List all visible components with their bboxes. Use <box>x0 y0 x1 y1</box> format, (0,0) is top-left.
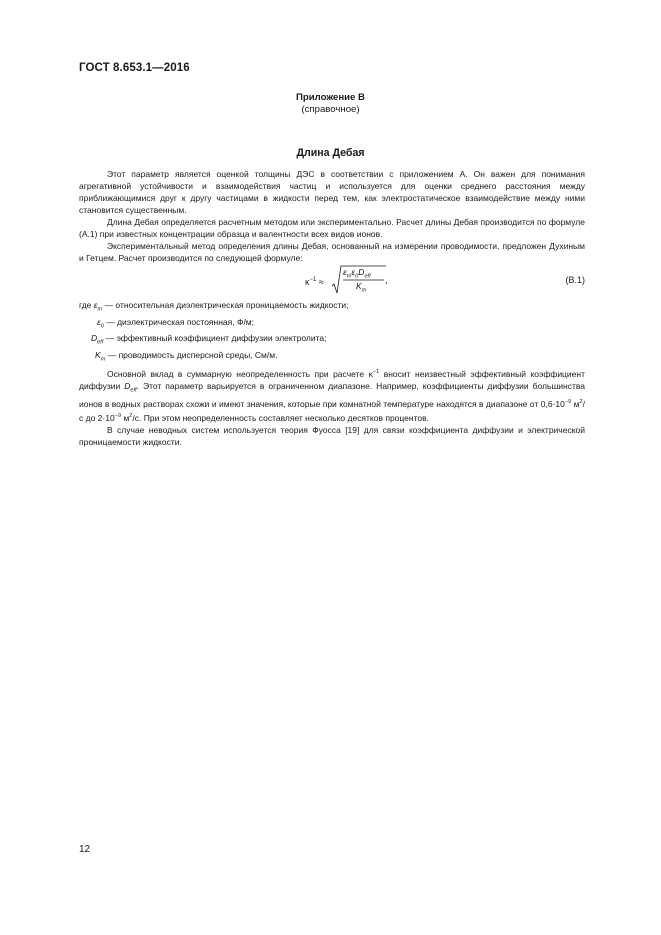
annex-subtitle: (справочное) <box>301 104 360 115</box>
definition-item: $K_m$ — проводимость дисперсной среды, См/м. <box>95 350 278 363</box>
section-title: Длина Дебая <box>296 147 365 159</box>
annex-title: Приложение В <box>296 92 365 103</box>
standard-header: ГОСТ 8.653.1—2016 <box>79 62 190 74</box>
definitions-list <box>79 299 585 366</box>
paragraph-1: Этот параметр является оценкой толщины ДЭС в соответствии с приложением А. Он важен для понимания агрегативной устойчивости и взаимодействия частиц и используется для оценки среднего расстояния между приближающимися друг к другу частицами в жидкости перед тем, как электростатическое взаимодействие между ними становится существенным. <box>79 169 585 215</box>
definition-item: $D_{eff}$ — эффективный коэффициент диффузии электролита; <box>91 333 327 347</box>
document-body <box>79 168 585 448</box>
formula-denominator: $K_m$ <box>356 281 367 294</box>
formula-number: (В.1) <box>565 275 585 285</box>
definition-item: где $\varepsilon_m$ — относительная диэлектрическая проницаемость жидкости; <box>79 300 349 313</box>
annex-heading <box>0 92 661 116</box>
paragraph-2: Длина Дебая определяется расчетным методом или экспериментально. Расчет длины Дебая производится по формуле (А.1) при известных концентрации образца и валентности всех видов ионов. <box>79 217 585 239</box>
paragraph-3: Экспериментальный метод определения длины Дебая, основанный на измерении проводимости, предложен Духиным и Гетцем. Расчет производится по следующей формуле: <box>79 241 585 263</box>
paragraph-4: Основной вклад в суммарную неопределенность при расчете $\kappa^{-1}$ вносит неизвестный эффективный коэффициент диффузии $D_{eff}$. Этот параметр варьируется в ограниченном диапазоне. Например, коэффициенты диффузии большинства ионов в водных растворах схожи и имеют значения, которые при комнатной температуре находятся в диапазоне от $0,6\cdot 10^{-9}$ $м^2/с$ до $2\cdot 10^{-9}$ $м^2/с$. При этом неопределенность составляет несколько десятков процентов. <box>79 368 585 423</box>
formula-numerator: $\varepsilon_m\varepsilon_0D_{eff}$ <box>343 267 371 280</box>
formula-lhs: $\kappa^{-1}$ ≈ <box>305 277 324 287</box>
formula-b1 <box>79 265 585 297</box>
paragraph-5: В случае неводных систем используется теория Фуосса [19] для связи коэффициента диффузии и электрической проницаемости жидкости. <box>79 424 585 447</box>
definition-item: $\varepsilon_0$ — диэлектрическая постоянная, Ф/м; <box>97 316 255 330</box>
page-number: 12 <box>79 844 91 855</box>
formula-comma: , <box>385 275 388 285</box>
